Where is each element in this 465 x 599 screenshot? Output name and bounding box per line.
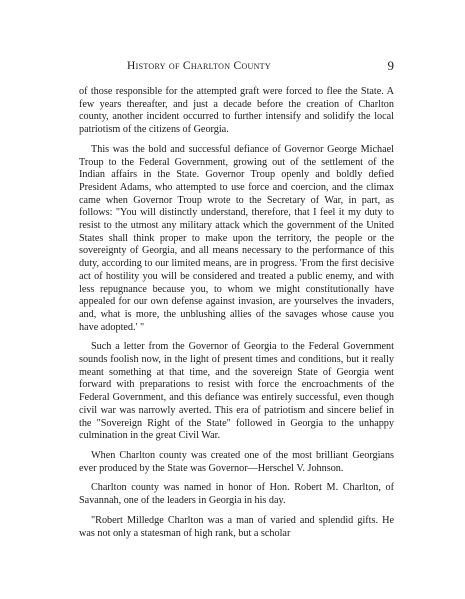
paragraph: This was the bold and successful defiance of Governor George Michael Troup to the Federal Government, growing out of the settlement of the Indian affairs in the State. Governor Troup openly and boldly defied President Adams, who attempted to use force and coercion, and the climax came when Governor Troup wrote to the Secretary of War, in part, as follows: "You will distinctly understand, therefore, that I feel it my duty to resist to the utmost any military attack which the government of the United States shall think proper to make upon the territory, the people or the sovereignty of Georgia, and all means necessary to the performance of this duty, according to our limited means, are in progress. 'From the first decisive act of hostility you will be considered and treated a public enemy, and with less repugnance because you, to whom we might constitutionally have appealed for our own defense against invasion, are yourselves the invaders, and, what is more, the unblushing allies of the savages whose cause you have adopted.' " [79, 143, 394, 333]
page-body [79, 86, 394, 547]
running-title: History of Charlton County [127, 60, 271, 72]
paragraph: When Charlton county was created one of the most brilliant Georgians ever produced by the State was Governor—Herschel V. Johnson. [79, 449, 394, 474]
page-number: 9 [387, 58, 394, 73]
paragraph: of those responsible for the attempted graft were forced to flee the State. A few years thereafter, and just a decade before the creation of Charlton county, another incident occurred to further intensify and solidify the local patriotism of the citizens of Georgia. [79, 86, 394, 136]
paragraph: Charlton county was named in honor of Hon. Robert M. Charlton, of Savannah, one of the leaders in Georgia in his day. [79, 482, 394, 507]
paragraph: Such a letter from the Governor of Georgia to the Federal Government sounds foolish now, in the light of present times and conditions, but it really meant something at that time, and the sovereign State of Georgia went forward with preparations to resist with force the encroachments of the Federal Government, and this defiance was entirely successful, even though civil war was narrowly averted. This era of patriotism and sincere belief in the "Sovereign Right of the State" followed in Georgia to the unhappy culmination in the great Civil War. [79, 341, 394, 442]
paragraph: "Robert Milledge Charlton was a man of varied and splendid gifts. He was not only a statesman of high rank, but a scholar [79, 514, 394, 539]
